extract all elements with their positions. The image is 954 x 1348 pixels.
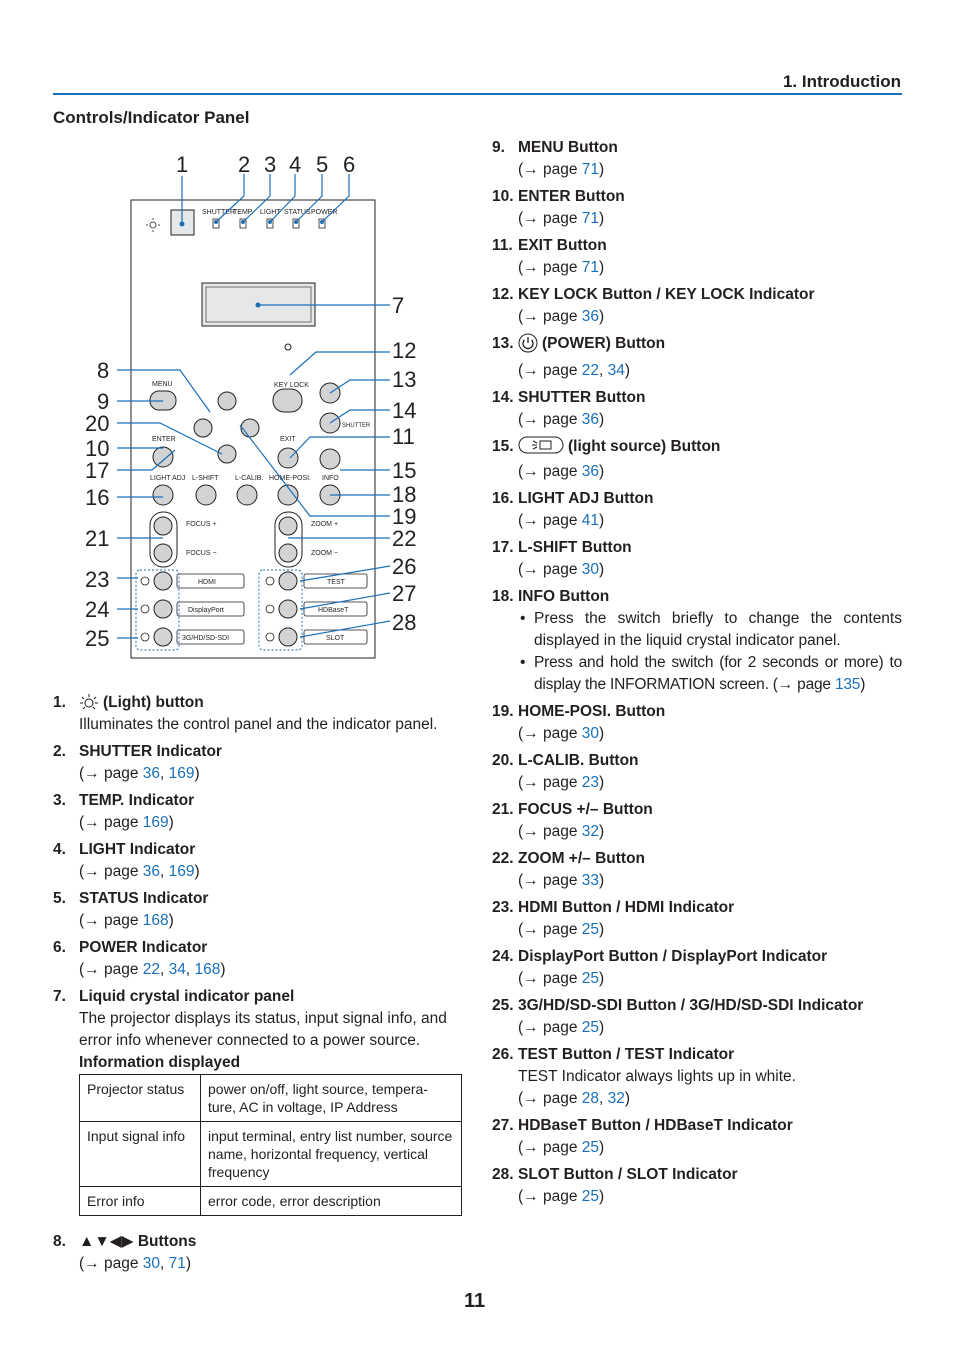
- callout-7: 7: [392, 293, 405, 318]
- label-shutter-btn: SHUTTER: [342, 423, 371, 429]
- callout-8: 8: [97, 358, 110, 383]
- callout-25: 25: [85, 626, 110, 651]
- list-item: 9. MENU Button (→ page 71): [492, 137, 902, 181]
- list-item: 6. POWER Indicator (→ page 22, 34, 168): [53, 937, 463, 981]
- callout-6: 6: [343, 152, 356, 177]
- callout-26: 26: [392, 554, 417, 579]
- list-item: 13. (POWER) Button (→ page 22, 34): [492, 333, 902, 382]
- page-link[interactable]: 30: [581, 725, 600, 742]
- list-item: 24. DisplayPort Button / DisplayPort Indicator (→ page 25): [492, 946, 902, 990]
- page-link[interactable]: 30: [142, 1255, 161, 1272]
- label-light-adj: LIGHT ADJ: [150, 475, 186, 482]
- callout-27: 27: [392, 581, 417, 606]
- label-power: POWER: [311, 209, 338, 216]
- page-reference: (→ page 41): [518, 512, 605, 529]
- page-reference: (→ page 36): [518, 308, 605, 325]
- page-link[interactable]: 41: [581, 512, 600, 529]
- callout-10: 10: [85, 436, 110, 461]
- item-1: 1. (Light) button Illuminates the control panel and the indicator panel.: [53, 694, 438, 733]
- page-reference: (→ page 30, 71): [79, 1255, 192, 1272]
- label-shutter: SHUTTER: [202, 209, 236, 216]
- item-18: 18. INFO Button • Press the switch briefly to change the contents displayed in the liquid crystal indicator panel. • Press and hold the switch (for 2 seconds or more) to display the INFORMATION screen. (→ page 135): [492, 586, 902, 696]
- page-reference: (→ page 36): [518, 411, 605, 428]
- page-link[interactable]: 36: [581, 411, 600, 428]
- section-title: Controls/Indicator Panel: [53, 108, 250, 127]
- item-8: 8. ▲▼◀▶ Buttons (→ page 30, 71): [53, 1231, 463, 1275]
- page-link[interactable]: 169: [142, 814, 169, 831]
- label-displayport: DisplayPort: [188, 607, 224, 614]
- label-keylock: KEY LOCK: [274, 382, 309, 389]
- page-link[interactable]: 36: [581, 308, 600, 325]
- page-reference: (→ page 36): [518, 463, 605, 480]
- callout-19: 19: [392, 504, 417, 529]
- label-focus-minus: FOCUS −: [186, 550, 217, 557]
- label-enter: ENTER: [152, 436, 176, 443]
- page-reference: (→ page 71): [518, 210, 605, 227]
- page-link[interactable]: 25: [581, 970, 600, 987]
- label-status: STATUS: [284, 209, 311, 216]
- label-lcalib: L-CALIB.: [235, 475, 264, 482]
- control-panel-diagram: [80, 140, 420, 670]
- list-item: 3. TEMP. Indicator (→ page 169): [53, 790, 463, 834]
- callout-2: 2: [238, 152, 251, 177]
- table-row: Projector status power on/off, light source, tempera-ture, AC in voltage, IP Address: [80, 1075, 462, 1122]
- page-link[interactable]: 28: [581, 1090, 600, 1107]
- callout-12: 12: [392, 338, 417, 363]
- list-item: 21. FOCUS +/– Button (→ page 32): [492, 799, 902, 843]
- page-link[interactable]: 22: [581, 362, 600, 379]
- list-item: 14. SHUTTER Button (→ page 36): [492, 387, 902, 431]
- page-link[interactable]: 71: [581, 210, 600, 227]
- list-item: 15. (light source) Button (→ page 36): [492, 436, 902, 483]
- left-column: [53, 692, 463, 1280]
- callout-1: 1: [176, 152, 189, 177]
- page-reference: (→ page 71): [518, 259, 605, 276]
- list-item: 16. LIGHT ADJ Button (→ page 41): [492, 488, 902, 532]
- page-link[interactable]: 169: [168, 863, 195, 880]
- list-item: 27. HDBaseT Button / HDBaseT Indicator (→ page 25): [492, 1115, 902, 1159]
- callout-11: 11: [392, 424, 415, 449]
- power-icon: [518, 333, 538, 360]
- page-reference: (→ page 30): [518, 725, 605, 742]
- light-source-icon: [518, 436, 564, 461]
- list-item: 10. ENTER Button (→ page 71): [492, 186, 902, 230]
- page-link[interactable]: 168: [194, 961, 221, 978]
- page-reference: (→ page 30): [518, 561, 605, 578]
- label-light: LIGHT: [260, 209, 281, 216]
- label-lshift: L-SHIFT: [192, 475, 219, 482]
- page-link[interactable]: 32: [581, 823, 600, 840]
- callout-17: 17: [85, 458, 110, 483]
- list-item: 25. 3G/HD/SD-SDI Button / 3G/HD/SD-SDI Indicator (→ page 25): [492, 995, 902, 1039]
- page-reference: (→ page 36, 169): [79, 765, 200, 782]
- page-link[interactable]: 25: [581, 921, 600, 938]
- page-reference: (→ page 25): [518, 970, 605, 987]
- label-hdmi: HDMI: [198, 579, 216, 586]
- page-reference: (→ page 25): [518, 1188, 605, 1205]
- chapter-title: 1. Introduction: [782, 72, 901, 91]
- page-link[interactable]: 71: [581, 161, 600, 178]
- callout-5: 5: [316, 152, 329, 177]
- callout-24: 24: [85, 597, 110, 622]
- callout-14: 14: [392, 398, 417, 423]
- page-link[interactable]: 71: [168, 1255, 186, 1272]
- page-reference: (→ page 36, 169): [79, 863, 200, 880]
- label-zoom-plus: ZOOM +: [311, 521, 339, 528]
- label-sdi: 3G/HD/SD-SDI: [182, 635, 230, 642]
- page-reference: (→ page 25): [518, 1139, 605, 1156]
- list-item: 22. ZOOM +/– Button (→ page 33): [492, 848, 902, 892]
- header-rule: [53, 93, 902, 95]
- page-reference: (→ page 168): [79, 912, 174, 929]
- list-item: 20. L-CALIB. Button (→ page 23): [492, 750, 902, 794]
- table-row: Error info error code, error description: [80, 1187, 462, 1216]
- list-item: 17. L-SHIFT Button (→ page 30): [492, 537, 902, 581]
- list-item: 19. HOME-POSI. Button (→ page 30): [492, 701, 902, 745]
- callout-22: 22: [392, 526, 417, 551]
- label-info: INFO: [322, 475, 339, 482]
- callout-3: 3: [264, 152, 277, 177]
- page-link[interactable]: 25: [581, 1188, 600, 1205]
- callout-9: 9: [97, 389, 110, 414]
- callout-20: 20: [85, 411, 110, 436]
- list-item: 23. HDMI Button / HDMI Indicator (→ page 25): [492, 897, 902, 941]
- page-reference: (→ page 33): [518, 872, 605, 889]
- page-link[interactable]: 168: [142, 912, 169, 929]
- page-reference: (→ page 22, 34): [518, 362, 631, 379]
- callout-15: 15: [392, 458, 417, 483]
- page-reference: (→ page 28, 32): [518, 1090, 631, 1107]
- page-link[interactable]: 36: [142, 863, 161, 880]
- page-link[interactable]: 25: [581, 1139, 600, 1156]
- callout-18: 18: [392, 482, 417, 507]
- callout-4: 4: [289, 152, 302, 177]
- list-item: 11. EXIT Button (→ page 71): [492, 235, 902, 279]
- list-item: 2. SHUTTER Indicator (→ page 36, 169): [53, 741, 463, 785]
- light-bulb-icon: [79, 692, 99, 712]
- page-link[interactable]: 34: [168, 961, 186, 978]
- item-7: 7. Liquid crystal indicator panel The projector displays its status, input signal info, and error info whenever connected to a power source. Information displayed Projector status power on/off, light source, tempera-ture, AC in voltage, IP Address Input signal info input terminal, entry list number, source name, horizontal frequency, vertical frequency Error info error code, error description: [53, 986, 463, 1216]
- label-menu: MENU: [152, 381, 173, 388]
- callout-28: 28: [392, 610, 417, 635]
- label-hdbaset: HDBaseT: [318, 607, 349, 614]
- list-item: 28. SLOT Button / SLOT Indicator (→ page 25): [492, 1164, 902, 1208]
- page-link[interactable]: 169: [168, 765, 195, 782]
- callout-23: 23: [85, 567, 110, 592]
- list-item: 4. LIGHT Indicator (→ page 36, 169): [53, 839, 463, 883]
- page-link[interactable]: 135: [834, 676, 861, 693]
- page-link[interactable]: 34: [607, 362, 625, 379]
- page-link[interactable]: 30: [581, 561, 600, 578]
- page-reference: (→ page 23): [518, 774, 605, 791]
- right-column: [492, 137, 902, 1213]
- label-slot: SLOT: [326, 635, 345, 642]
- label-temp: TEMP: [233, 209, 253, 216]
- information-table: [79, 1074, 462, 1216]
- page-link[interactable]: 25: [581, 1019, 600, 1036]
- table-row: Input signal info input terminal, entry list number, source name, horizontal frequency, vertical frequency: [80, 1122, 462, 1187]
- page-link[interactable]: 22: [142, 961, 161, 978]
- list-item: 12. KEY LOCK Button / KEY LOCK Indicator (→ page 36): [492, 284, 902, 328]
- page-link[interactable]: 32: [607, 1090, 625, 1107]
- label-zoom-minus: ZOOM −: [311, 550, 339, 557]
- label-homeposi: HOME-POSI.: [269, 475, 312, 482]
- callout-13: 13: [392, 367, 417, 392]
- list-item: 5. STATUS Indicator (→ page 168): [53, 888, 463, 932]
- page-reference: (→ page 25): [518, 1019, 605, 1036]
- callout-21: 21: [85, 526, 110, 551]
- page-reference: (→ page 22, 34, 168): [79, 961, 226, 978]
- label-focus-plus: FOCUS +: [186, 521, 217, 528]
- callout-16: 16: [85, 485, 110, 510]
- page-link[interactable]: 36: [581, 463, 600, 480]
- page-link[interactable]: 36: [142, 765, 161, 782]
- list-item: 26. TEST Button / TEST Indicator TEST Indicator always lights up in white. (→ page 28, 32): [492, 1044, 902, 1110]
- page-reference: (→ page 169): [79, 814, 174, 831]
- page-link[interactable]: 23: [581, 774, 600, 791]
- page-reference: (→ page 71): [518, 161, 605, 178]
- page-link[interactable]: 33: [581, 872, 600, 889]
- page-number: 11: [464, 1290, 486, 1312]
- page-link[interactable]: 71: [581, 259, 600, 276]
- page-reference: (→ page 32): [518, 823, 605, 840]
- label-exit: EXIT: [280, 436, 296, 443]
- page-reference: (→ page 25): [518, 921, 605, 938]
- label-test: TEST: [327, 579, 345, 586]
